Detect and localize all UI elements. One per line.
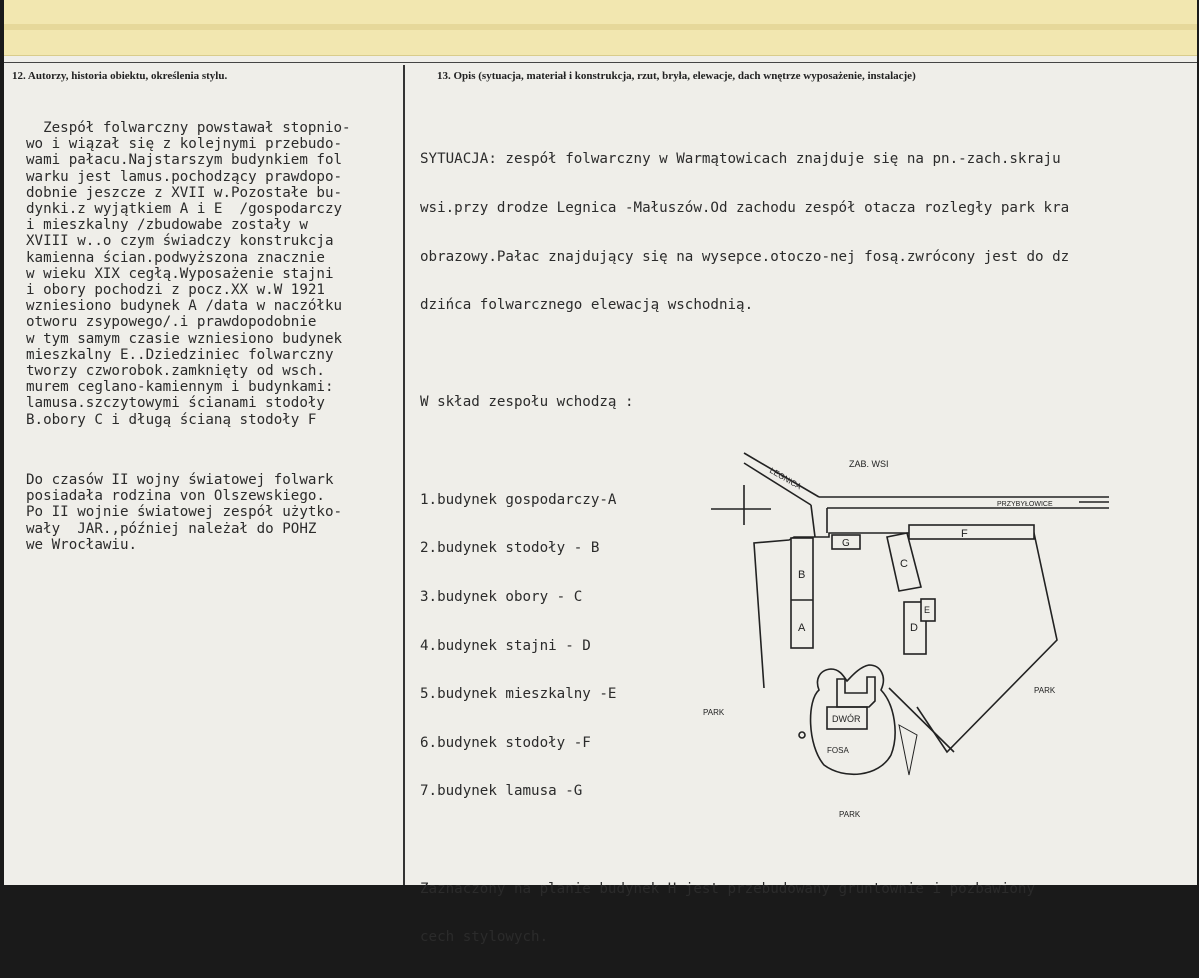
label-manor: DWÓR xyxy=(832,714,861,724)
label-village-buildings: ZAB. WSI xyxy=(849,459,889,469)
palace-wing xyxy=(837,677,875,707)
text-line: posiadała rodzina von Olszewskiego. xyxy=(26,488,325,505)
text-line: otworu zsypowego/.i prawdopodobnie xyxy=(26,314,317,331)
text-line: we Wrocławiu. xyxy=(26,536,138,553)
text-line: tworzy czworobok.zamknięty od wsch. xyxy=(26,363,325,380)
text-line: warku jest lamus.pochodzący prawdopo- xyxy=(26,168,343,185)
label-park-west: PARK xyxy=(703,708,725,717)
column-divider xyxy=(403,65,405,885)
building-item: 3.budynek obory - C xyxy=(420,588,583,605)
building-item: 2.budynek stodoły - B xyxy=(420,540,600,557)
label-building-c: C xyxy=(900,558,908,570)
text-line: Po II wojnie światowej zespół użytko- xyxy=(26,504,343,521)
building-item: 7.budynek lamusa -G xyxy=(420,783,583,800)
situation-line: obrazowy.Pałac znajdujący się na wysepce.otoczo-nej fosą.zwrócony jest do dz xyxy=(420,248,1070,265)
text-line: mieszkalny E..Dziedziniec folwarczny xyxy=(26,346,334,363)
list-intro: W skład zespołu wchodzą : xyxy=(420,394,634,411)
label-legnica: LEGNICA xyxy=(768,465,803,492)
ownership-paragraph xyxy=(26,472,342,553)
text-line: wami pałacu.Najstarszym budynkiem fol xyxy=(26,152,343,169)
situation-line: wsi.przy drodze Legnica -Małuszów.Od zachodu zespół otacza rozległy park kra xyxy=(420,200,1070,217)
note-line: cech stylowych. xyxy=(420,929,549,946)
label-building-a: A xyxy=(798,622,806,634)
text-line: w tym samym czasie wzniesiono budynek xyxy=(26,330,343,347)
building-item: 5.budynek mieszkalny -E xyxy=(420,686,617,703)
text-line: wały JAR.,później należał do POHZ xyxy=(26,520,317,537)
text-line: kamienna ścian.podwyższona znacznie xyxy=(26,249,325,266)
label-building-f: F xyxy=(961,528,968,540)
text-line: Do czasów II wojny światowej folwark xyxy=(26,472,334,488)
text-line: wo i wiązał się z kolejnymi przebudo- xyxy=(26,136,343,153)
note-line: Zaznaczony na planie budynek H jest przebudowany gruntownie i pozbawiony xyxy=(420,880,1035,897)
label-moat: FOSA xyxy=(827,746,849,755)
situation-line: dzińca folwarcznego elewacją wschodnią. xyxy=(420,297,754,314)
situation-line: SYTUACJA: zespół folwarczny w Warmątowicach znajduje się na pn.-zach.skraju xyxy=(420,151,1061,168)
park-path xyxy=(889,688,954,752)
label-przybylowice: PRZYBYŁOWICE xyxy=(997,501,1053,508)
text-line: wzniesiono budynek A /data w naczółku xyxy=(26,298,343,315)
text-line: XVIII w..o czym świadczy konstrukcja xyxy=(26,233,334,250)
tape-fold xyxy=(4,24,1197,30)
document-sheet xyxy=(4,0,1197,946)
site-plan xyxy=(699,445,1129,845)
building-item: 4.budynek stajni - D xyxy=(420,637,591,654)
text-line: dynki.z wyjątkiem A i E /gospodarczy xyxy=(26,201,343,218)
text-line: w wieku XIX cegłą.Wyposażenie stajni xyxy=(26,265,334,282)
label-building-e: E xyxy=(924,605,931,615)
label-park-east: PARK xyxy=(1034,686,1056,695)
text-line: B.obory C i długą ścianą stodoły F xyxy=(26,411,317,428)
text-line: Zespół folwarczny powstawał stopnio- xyxy=(26,120,351,136)
label-park-south: PARK xyxy=(839,810,861,819)
building-item: 1.budynek gospodarczy-A xyxy=(420,491,617,508)
building-f xyxy=(909,525,1034,539)
label-building-d: D xyxy=(910,622,918,634)
embankment-hatch xyxy=(899,725,917,775)
label-building-b: B xyxy=(798,569,806,581)
history-paragraph xyxy=(26,120,351,428)
text-line: i mieszkalny /zbudowabe zostały w xyxy=(26,217,308,234)
section-12-title: 12. Autorzy, historia obiektu, określenia stylu. xyxy=(12,70,228,82)
access-road xyxy=(811,505,815,537)
section-13-title: 13. Opis (sytuacja, materiał i konstrukcja, rzut, bryła, elewacje, dach wnętrze wyposażenie, instalacje) xyxy=(437,70,916,82)
text-line: i obory pochodzi z pocz.XX w.W 1921 xyxy=(26,282,325,299)
building-item: 6.budynek stodoły -F xyxy=(420,734,591,751)
text-line: dobnie jeszcze z XVII w.Pozostałe bu- xyxy=(26,184,343,201)
text-line: lamusa.szczytowymi ścianami stodoły xyxy=(26,395,325,412)
tree-marker xyxy=(799,732,805,738)
label-building-g: G xyxy=(842,538,850,549)
header-rule xyxy=(4,62,1197,63)
text-line: murem ceglano-kamiennym i budynkami: xyxy=(26,379,334,396)
